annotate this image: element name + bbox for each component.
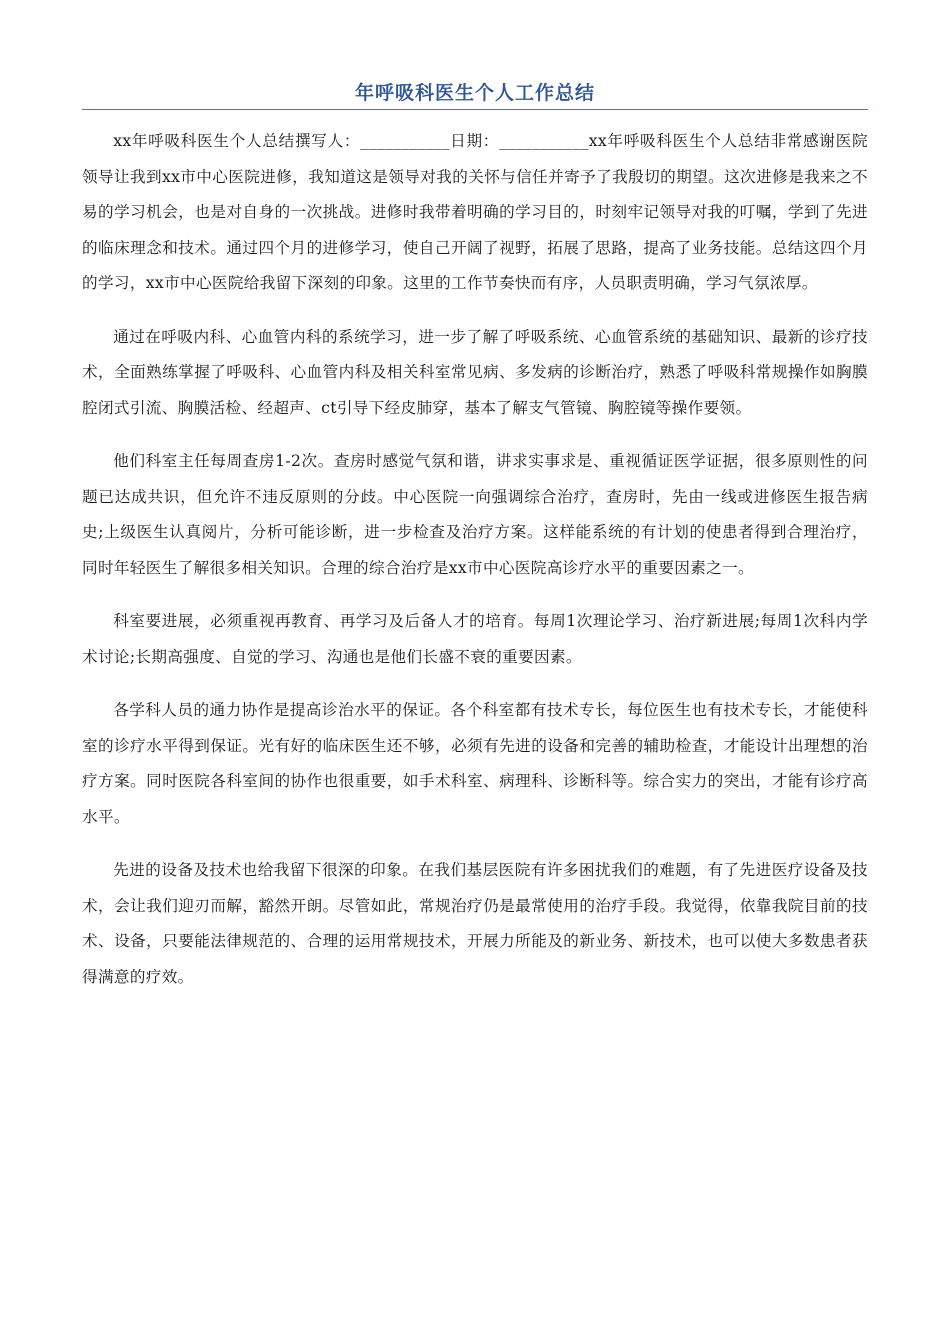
document-title: 年呼吸科医生个人工作总结 [82, 78, 868, 110]
paragraph-3: 他们科室主任每周查房1-2次。查房时感觉气氛和谐，讲求实事求是、重视循证医学证据，很多原则性的问题已达成共识，但允许不违反原则的分歧。中心医院一向强调综合治疗，查房时，先由一线或进修医生报告病史;上级医生认真阅片，分析可能诊断，进一步检查及治疗方案。这样能系统的有计划的使患者得到合理治疗，同时年轻医生了解很多相关知识。合理的综合治疗是xx市中心医院高诊疗水平的重要因素之一。 [82, 452, 868, 577]
paragraph-5: 各学科人员的通力协作是提高诊治水平的保证。各个科室都有技术专长，每位医生也有技术专长，才能使科室的诊疗水平得到保证。光有好的临床医生还不够，必须有先进的设备和完善的辅助检查，才能设计出理想的治疗方案。同时医院各科室间的协作也很重要，如手术科室、病理科、诊断科等。综合实力的突出，才能有诊疗高水平。 [82, 701, 868, 826]
paragraph-1: xx年呼吸科医生个人总结撰写人：___________日期：___________xx年呼吸科医生个人总结非常感谢医院领导让我到xx市中心医院进修，我知道这是领导对我的关怀与信任并寄予了我殷切的期望。这次进修是我来之不易的学习机会，也是对自身的一次挑战。进修时我带着明确的学习目的，时刻牢记领导对我的叮嘱，学到了先进的临床理念和技术。通过四个月的进修学习，使自己开阔了视野，拓展了思路，提高了业务技能。总结这四个月的学习，xx市中心医院给我留下深刻的印象。这里的工作节奏快而有序，人员职责明确，学习气氛浓厚。 [82, 132, 868, 292]
paragraph-2: 通过在呼吸内科、心血管内科的系统学习，进一步了解了呼吸系统、心血管系统的基础知识、最新的诊疗技术，全面熟练掌握了呼吸科、心血管内科及相关科室常见病、多发病的诊断治疗，熟悉了呼吸科常规操作如胸膜腔闭式引流、胸膜活检、经超声、ct引导下经皮肺穿，基本了解支气管镜、胸腔镜等操作要领。 [82, 327, 868, 417]
paragraph-4: 科室要进展，必须重视再教育、再学习及后备人才的培育。每周1次理论学习、治疗新进展;每周1次科内学术讨论;长期高强度、自觉的学习、沟通也是他们长盛不衰的重要因素。 [82, 612, 868, 666]
paragraph-6: 先进的设备及技术也给我留下很深的印象。在我们基层医院有许多困扰我们的难题，有了先进医疗设备及技术，会让我们迎刃而解，豁然开朗。尽管如此，常规治疗仍是最常使用的治疗手段。我觉得，依靠我院目前的技术、设备，只要能法律规范的、合理的运用常规技术，开展力所能及的新业务、新技术，也可以使大多数患者获得满意的疗效。 [82, 861, 868, 986]
document-page [82, 78, 868, 1013]
document-body [82, 124, 868, 995]
